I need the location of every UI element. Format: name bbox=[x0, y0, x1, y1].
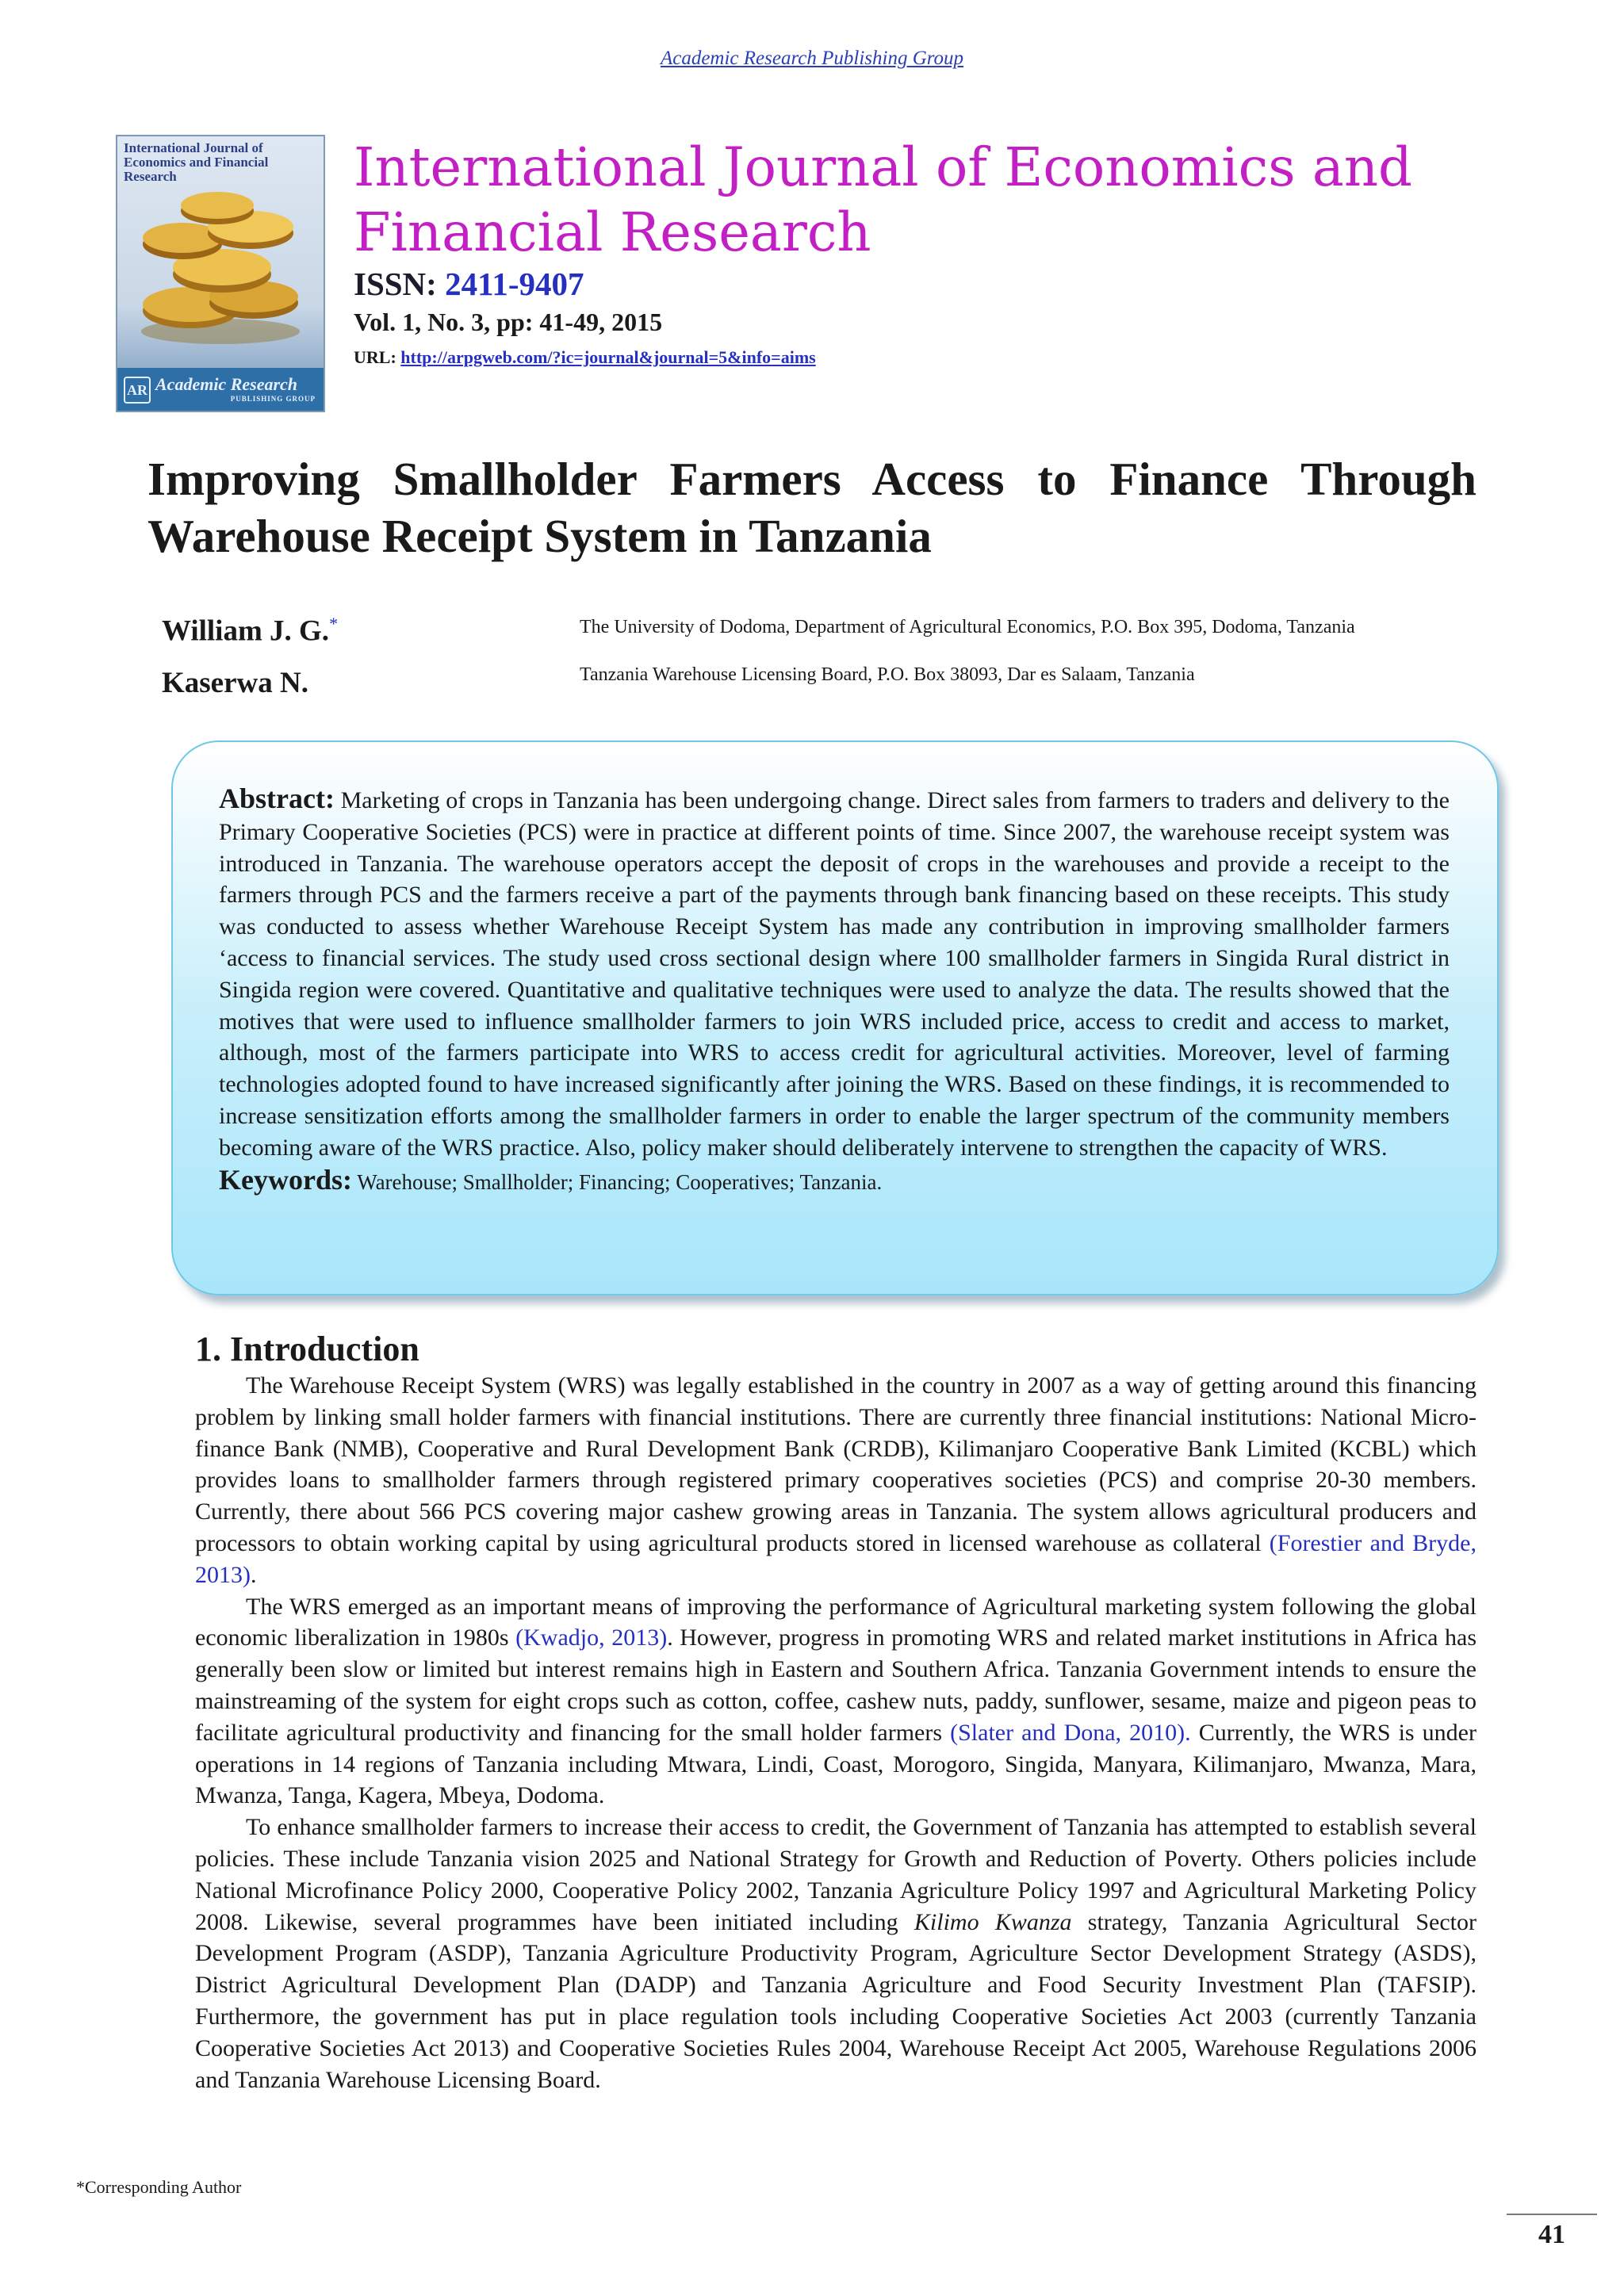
url-line bbox=[354, 347, 816, 368]
abstract-label: Abstract: bbox=[219, 783, 335, 814]
author-name-text: William J. G. bbox=[162, 614, 330, 648]
paragraph bbox=[195, 1370, 1477, 1591]
citation-link[interactable]: (Kwadjo, 2013) bbox=[515, 1624, 668, 1651]
paragraph-text: The Warehouse Receipt System (WRS) was legally established in the country in 2007 as a way of getting around this financing problem by linking small holder farmers with financial institutions. There are currently three financial institutions: National Micro-finance Bank (NMB), Cooperative and Rural Development Bank (CRDB), Kilimanjaro Cooperative Bank Limited (KCBL) which provides loans to smallholder farmers through registered primary cooperatives societies (PCS) and comprise 20-30 members. Currently, there about 566 PCS covering major cashew growing areas in Tanzania. The system allows agricultural producers and processors to obtain working capital by using agricultural products stored in licensed warehouse as collateral bbox=[195, 1372, 1477, 1556]
emphasis-text: Kilimo Kwanza bbox=[914, 1908, 1072, 1935]
citation-link[interactable]: (Forestier and Bryde, 2013) bbox=[195, 1529, 1477, 1588]
journal-cover-image bbox=[116, 135, 325, 412]
volume-line: Vol. 1, No. 3, pp: 41-49, 2015 bbox=[354, 308, 663, 336]
abstract-paragraph bbox=[219, 783, 1450, 1164]
keywords-line bbox=[219, 1164, 1450, 1198]
author-affiliation: Tanzania Warehouse Licensing Board, P.O. Box 38093, Dar es Salaam, Tanzania bbox=[580, 664, 1195, 685]
paragraph-text: . bbox=[251, 1561, 257, 1588]
page-number-rule bbox=[1507, 2214, 1597, 2215]
citation-link[interactable]: (Slater and Dona, 2010). bbox=[950, 1719, 1191, 1746]
author-name bbox=[162, 614, 338, 648]
footnote: *Corresponding Author bbox=[76, 2177, 242, 2197]
publisher-link[interactable]: Academic Research Publishing Group bbox=[660, 48, 964, 69]
journal-title: International Journal of Economics and Financial Research bbox=[354, 136, 1412, 263]
introduction-body bbox=[195, 1370, 1477, 2095]
abstract-box bbox=[171, 740, 1499, 1295]
paragraph-text: The WRS emerged as an important means of improving the performance of Agricultural marketing system following the global economic liberalization in 1980s bbox=[195, 1593, 1477, 1651]
issn-label: ISSN: bbox=[354, 266, 446, 302]
gold-coins-icon bbox=[135, 192, 306, 347]
page-number: 41 bbox=[1538, 2220, 1565, 2249]
keywords-label: Keywords: bbox=[219, 1163, 352, 1196]
paragraph-text: . However, progress in promoting WRS and related market institutions in Africa has generally been slow or limited but interest remains high in Eastern and Southern Africa. Tanzania Government intends to ensure the mainstreaming of the system for eight crops such as cotton, coffee, cashew nuts, paddy, sunflower, sesame, maize and pigeon peas to facilitate agricultural productivity and financing for the small holder farmers bbox=[195, 1624, 1477, 1746]
abstract-text: Marketing of crops in Tanzania has been undergoing change. Direct sales from farmers to traders and delivery to the Primary Cooperative Societies (PCS) were in practice at different points of time. Since 2007, the warehouse receipt system was introduced in Tanzania. The warehouse operators accept the deposit of crops in the warehouses and provide a receipt to the farmers through PCS and the farmers receive a part of the payments through bank financing based on these receipts. This study was conducted to assess whether Warehouse Receipt System has made any contribution in improving smallholder farmers ‘access to financial services. The study used cross sectional design where 100 smallholder farmers in Singida Rural district in Singida region were covered. Quantitative and qualitative techniques were used to analyze the data. The results showed that the motives that were used to influence smallholder farmers to join WRS included price, access to credit and access to market, although, most of the farmers participate into WRS to access credit for agricultural activities. Moreover, level of farming technologies adopted found to have increased significantly after joining the WRS. Based on these findings, it is recommended to increase sensitization efforts among the smallholder farmers in order to enable the larger spectrum of the community members becoming aware of the WRS practice. Also, policy maker should deliberately intervene to strengthen the capacity of WRS. bbox=[219, 787, 1450, 1161]
journal-url-link[interactable]: http://arpgweb.com/?ic=journal&journal=5&info=aims bbox=[400, 347, 816, 367]
cover-brand-name: Academic Research bbox=[155, 374, 298, 394]
keywords-text: Warehouse; Smallholder; Financing; Cooperatives; Tanzania. bbox=[351, 1169, 883, 1194]
author-name bbox=[162, 666, 308, 700]
author-affiliation: The University of Dodoma, Department of Agricultural Economics, P.O. Box 395, Dodoma, Tanzania bbox=[580, 617, 1355, 637]
section-heading: 1. Introduction bbox=[195, 1330, 419, 1368]
publisher-logo-icon: AR bbox=[124, 377, 151, 404]
issn-line bbox=[354, 265, 584, 303]
cover-brand-bar bbox=[117, 368, 324, 411]
author-name-text: Kaserwa N. bbox=[162, 667, 308, 699]
corresponding-mark: * bbox=[329, 614, 339, 633]
cover-title: International Journal of Economics and Financial Research bbox=[124, 140, 269, 184]
article-title: Improving Smallholder Farmers Access to Finance Through Warehouse Receipt System in Tanzania bbox=[147, 453, 1477, 562]
paragraph-text: To enhance smallholder farmers to increase their access to credit, the Government of Tanzania has attempted to establish several policies. These include Tanzania vision 2025 and National Strategy for Growth and Reduction of Poverty. Others policies include National Microfinance Policy 2000, Cooperative Policy 2002, Tanzania Agriculture Policy 1997 and Agricultural Marketing Policy 2008. Likewise, several programmes have been initiated including bbox=[195, 1814, 1477, 1935]
paragraph-text: strategy, Tanzania Agricultural Sector Development Program (ASDP), Tanzania Agriculture Productivity Program, Agriculture Sector Development Strategy (ASDS), District Agricultural Development Plan (DADP) and Tanzania Agriculture and Food Security Investment Plan (TAFSIP). Furthermore, the government has put in place regulation tools including Cooperative Societies Act 2003 (currently Tanzania Cooperative Societies Act 2013) and Cooperative Societies Rules 2004, Warehouse Receipt Act 2005, Warehouse Regulations 2006 and Tanzania Warehouse Licensing Board. bbox=[195, 1908, 1477, 2093]
paragraph bbox=[195, 1591, 1477, 1812]
url-label: URL: bbox=[354, 347, 401, 367]
paragraph bbox=[195, 1812, 1477, 2095]
cover-brand-sub: PUBLISHING GROUP bbox=[230, 395, 316, 403]
issn-value: 2411-9407 bbox=[445, 266, 584, 302]
paragraph-text: Currently, the WRS is under operations in 14 regions of Tanzania including Mtwara, Lindi, Coast, Morogoro, Singida, Manyara, Kilimanjaro, Mwanza, Mara, Mwanza, Tanga, Kagera, Mbeya, Dodoma. bbox=[195, 1719, 1477, 1809]
